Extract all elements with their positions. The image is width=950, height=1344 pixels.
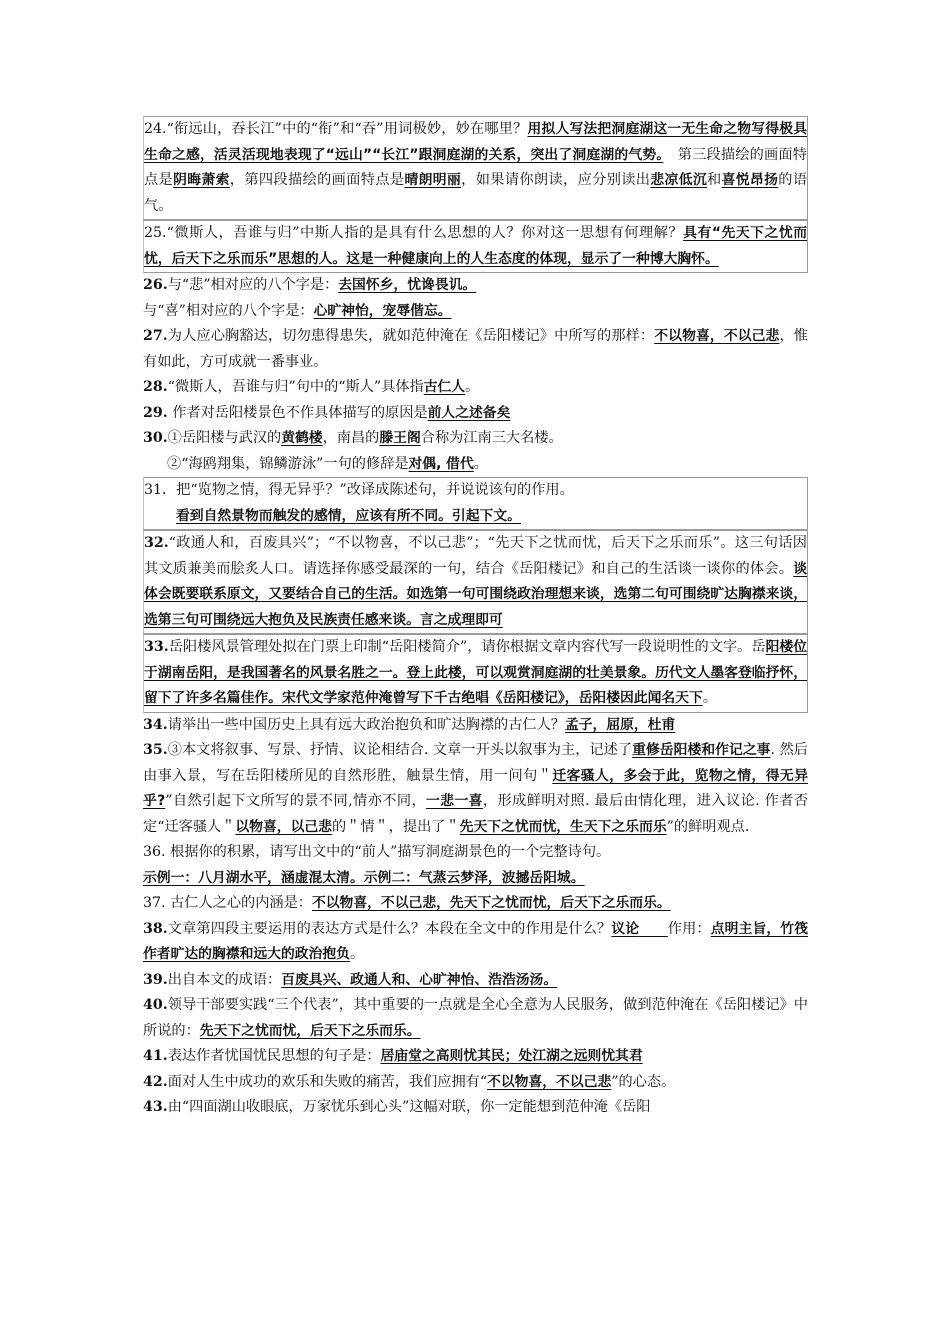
question-24-text: 24.“衔远山，吞长江”中的“衔”和“吞”用词极妙，妙在哪里？ xyxy=(144,121,528,137)
answer-24-5: 喜悦昂扬 xyxy=(721,172,779,188)
question-35-text-2: . 然后由事入景，写在岳阳楼所见的自然形胜，触景生情，用一问句＂ xyxy=(143,742,808,784)
answer-41: 居庙堂之高则忧其民；处江湖之远则忧其君 xyxy=(380,1048,643,1064)
question-34 xyxy=(143,713,808,739)
answer-38-1: 议论 xyxy=(611,920,640,937)
question-24-text-3: ，第四段描绘的画面特点是 xyxy=(229,172,405,188)
question-37-text: 37. 古仁人之心的内涵是： xyxy=(143,895,312,911)
question-30-text-1: ①岳阳楼与武汉的 xyxy=(167,430,282,446)
question-27 xyxy=(143,324,808,375)
question-32 xyxy=(143,530,808,634)
answer-24-3: 晴朗明丽 xyxy=(404,172,462,188)
question-27-number: 27. xyxy=(143,328,168,344)
question-26-number: 26. xyxy=(143,277,168,293)
question-42-text-1: 面对人生中成功的欢乐和失败的痛苦，我们应拥有“ xyxy=(167,1073,488,1090)
question-30-text-3: 合称为江南三大名楼。 xyxy=(420,430,563,446)
question-41-number: 41. xyxy=(143,1048,168,1064)
question-39-text-1: 出自本文的成语： xyxy=(167,971,282,988)
question-38-text-2: 作用： xyxy=(667,920,711,937)
question-29-text-1: 作者对岳阳楼景色不作具体描写的原因是 xyxy=(167,404,428,421)
question-25-text: 25.“微斯人，吾谁与归”中斯人指的是具有什么思想的人？你对这一思想有何理解？ xyxy=(144,225,684,241)
question-35-text-1: ③本文将叙事、写景、抒情、议论相结合. 文章一开头以叙事为主，记述了 xyxy=(167,742,633,758)
answer-28: 古仁人 xyxy=(423,379,466,395)
question-40 xyxy=(143,993,808,1044)
answer-26-1: 去国怀乡，忧谗畏讥。 xyxy=(338,277,477,293)
question-29 xyxy=(143,401,808,427)
question-24-text-4: ，如果请你朗读，应分别读出 xyxy=(461,172,651,188)
answer-26-2: 心旷神怡，宠辱偕忘。 xyxy=(313,302,452,319)
answer-24-4: 悲凉低沉 xyxy=(650,172,708,188)
question-35-text-4: ，形成鲜明对照. 最后由情化理，进入议论. 作者否定“迁客骚人＂ xyxy=(143,793,809,835)
question-28-text-2: 。 xyxy=(465,379,480,395)
answer-36: 示例一：八月湖水平，涵虚混太清。示例二：气蒸云梦泽，波撼岳阳城。 xyxy=(143,869,585,886)
answer-35-5: 先天下之忧而忧，生天下之乐而乐 xyxy=(459,818,667,835)
question-26-text-1: 与“悲”相对应的八个字是： xyxy=(167,277,339,293)
question-33-text-2: 。 xyxy=(702,690,717,706)
answer-33: 阳楼位于湖南岳阳，是我国著名的风景名胜之一。登上此楼，可以观赏洞庭湖的壮美景象。历代文人墨客登临抒怀，留下了许多名篇佳作。宋代文学家范仲淹曾写下千古绝唱《岳阳楼记》，岳阳楼因此闻名天下 xyxy=(144,639,807,706)
question-43-text-1: 由“四面湖山收眼底，万家忧乐到心头”这幅对联，你一定能想到范仲淹《岳阳 xyxy=(167,1099,651,1115)
question-24-text-6: 的语气。 xyxy=(144,172,808,214)
question-34-text-1: 请举出一些中国历史上具有远大政治抱负和旷达胸襟的古仁人？ xyxy=(167,716,565,733)
question-38 xyxy=(143,917,808,968)
question-26 xyxy=(143,273,808,324)
question-39-number: 39. xyxy=(143,971,168,988)
question-43 xyxy=(143,1095,808,1121)
question-43-number: 43. xyxy=(143,1099,168,1115)
question-36 xyxy=(143,840,808,891)
answer-27: 不以物喜，不以己悲 xyxy=(654,328,780,344)
question-30 xyxy=(143,426,808,477)
question-35-text-3: ”自然引起下文所写的景不同,情亦不同， xyxy=(165,793,427,809)
question-34-number: 34. xyxy=(143,716,168,733)
question-39 xyxy=(143,968,808,994)
question-32-text-1: “政通人和，百废具兴”；“不以物喜，不以己悲”；“先天下之忧而忧，后天下之乐而乐”。这三句话因其文质兼美而脍炙人口。请选择你感受最深的一句，结合《岳阳楼记》和自己的生活谈一谈你的体会。 xyxy=(144,535,807,577)
answer-25: 具有“先天下之忧而忧，后天下之乐而乐”思想的人。这是一种健康向上的人生态度的体现，显示了一种博大胸怀。 xyxy=(144,225,807,267)
answer-35-4: 以物喜，以己悲 xyxy=(235,818,332,835)
answer-24-1: 用拟人写法把洞庭湖这一无生命之物写得极具生命之感，活灵活现地表现了“远山”“长江”跟洞庭湖的关系，突出了洞庭湖的气势。 xyxy=(144,121,807,163)
question-42-text-2: ”的心态。 xyxy=(611,1073,676,1090)
question-28-number: 28. xyxy=(143,379,168,395)
answer-32: 谈体会既要联系原文，又要结合自己的生活。如选第一句可围绕政治理想来谈，选第二句可围绕旷达胸襟来谈，选第三句可围绕远大抱负及民族责任感来谈。言之成理即可 xyxy=(144,560,807,628)
question-41-text-1: 表达作者忧国忧民思想的句子是： xyxy=(167,1048,381,1064)
question-24-text-5: 和 xyxy=(707,172,722,188)
question-36-text: 36. 根据你的积累，请写出文中的“前人”描写洞庭湖景色的一个完整诗句。 xyxy=(143,844,611,860)
question-41 xyxy=(143,1044,808,1070)
answer-35-3: 一悲一喜 xyxy=(426,793,483,809)
answer-31: 看到自然景物而触发的感情，应该有所不同。引起下文。 xyxy=(176,507,521,524)
question-24 xyxy=(143,116,808,220)
question-31-text: 31．把“览物之情，得无异乎？”改译成陈述句，并说说该句的作用。 xyxy=(144,482,574,498)
question-33-number: 33. xyxy=(144,639,169,655)
answer-29: 前人之述备矣 xyxy=(427,404,511,421)
question-29-number: 29. xyxy=(143,404,168,421)
answer-30-2b: 对偶, 借代 xyxy=(408,455,474,472)
question-35-text-5: 的＂情＂，提出了＂ xyxy=(331,818,460,835)
question-32-number: 32. xyxy=(144,535,169,551)
answer-30-2: 滕王阁 xyxy=(379,430,421,446)
question-30-text-2: ，南昌的 xyxy=(322,430,380,446)
answer-42: 不以物喜，不以己悲 xyxy=(487,1073,612,1090)
question-33 xyxy=(143,634,808,713)
question-26-text-2: 与“喜”相对应的八个字是： xyxy=(143,302,314,319)
question-31 xyxy=(143,477,808,530)
question-38-number: 38. xyxy=(143,920,168,937)
question-27-text-1: 为人应心胸豁达，切勿患得患失，就如范仲淹在《岳阳楼记》中所写的那样： xyxy=(167,328,655,344)
question-28-text-1: “微斯人，吾谁与归”句中的“斯人”具体指 xyxy=(167,379,424,395)
answer-30-1: 黄鹤楼 xyxy=(281,430,323,446)
answer-40: 先天下之忧而忧，后天下之乐而乐。 xyxy=(199,1022,421,1039)
question-38-text-3: 。 xyxy=(349,946,365,962)
answer-39: 百废具兴、政通人和、心旷神怡、浩浩汤汤。 xyxy=(281,971,558,988)
question-35-text-6: ”的鲜明观点. xyxy=(666,818,750,835)
question-24-text-2: 第三段描绘的画面特点是 xyxy=(144,146,807,188)
worksheet xyxy=(143,116,808,1121)
answer-24-2: 阴晦萧索 xyxy=(173,172,230,188)
answer-34: 孟子，屈原，杜甫 xyxy=(564,716,676,733)
question-40-number: 40. xyxy=(143,997,168,1013)
question-28 xyxy=(143,375,808,401)
answer-35-2: 迁客骚人，多会于此，览物之情，得无异乎? xyxy=(143,767,808,809)
question-30-text-5: 。 xyxy=(473,455,488,472)
question-35-number: 35. xyxy=(143,742,168,758)
question-42-number: 42. xyxy=(143,1073,168,1090)
question-37 xyxy=(143,891,808,917)
answer-37: 不以物喜，不以己悲，先天下之忧而忧，后天下之乐而乐。 xyxy=(311,895,671,911)
answer-38-2: 点明主旨，竹筏作者旷达的胸襟和远大的政治抱负 xyxy=(143,920,808,962)
question-33-text-1: 岳阳楼风景管理处拟在门票上印制“岳阳楼简介”，请你根据文章内容代写一段说明性的文字。岳 xyxy=(168,639,766,655)
question-30-number: 30. xyxy=(143,430,168,446)
question-25 xyxy=(143,220,808,273)
question-30-text-4: ②“海鸥翔集，锦鳞游泳”一句的修辞是 xyxy=(167,455,409,472)
question-40-text-1: 领导干部要实践“三个代表”，其中重要的一点就是全心全意为人民服务，做到范仲淹在《岳阳楼记》中所说的： xyxy=(143,997,808,1039)
question-35 xyxy=(143,738,808,840)
answer-35-1: 重修岳阳楼和作记之事 xyxy=(632,742,771,758)
question-42 xyxy=(143,1070,808,1096)
question-27-text-2: ，惟有如此，方可成就一番事业。 xyxy=(143,328,808,370)
question-38-text-1: 文章第四段主要运用的表达方式是什么？本段在全文中的作用是什么？ xyxy=(167,920,612,937)
